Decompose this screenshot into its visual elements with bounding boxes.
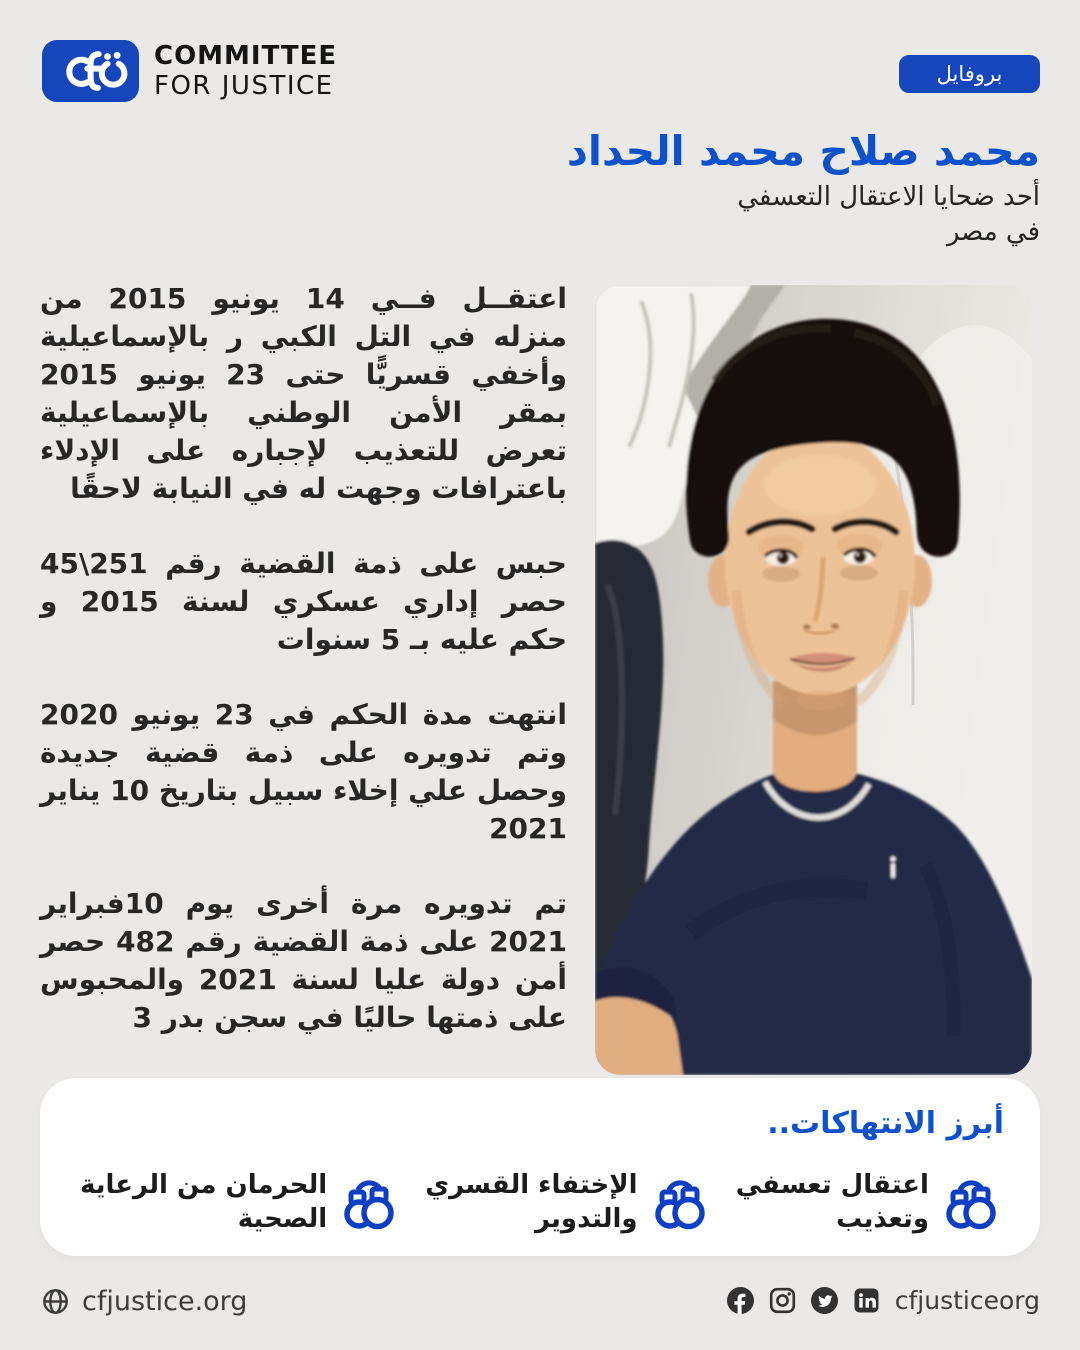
violations-card xyxy=(40,1078,1040,1256)
victim-subtitle-line2: في مصر xyxy=(946,217,1040,247)
victim-photo xyxy=(595,285,1032,1075)
violation-label-line2: وتعذيب xyxy=(836,1204,929,1234)
footer-social xyxy=(727,1286,1040,1315)
violations-list xyxy=(80,1168,998,1236)
bio-paragraph-arrest: اعتقــل فــي 14 يونيو 2015 من منزله في التل الكبي ر بالإسماعيلية وأخفي قسريًّا حتى 23 يونيو 2015 بمقر الأمن الوطني بالإسماعيلية تعرض للتعذيب لإجباره على الإدلاء باعترافات وجهت له في النيابة لاحقًا xyxy=(40,282,567,505)
cfj-logo-mark xyxy=(52,46,130,96)
twitter-icon[interactable] xyxy=(811,1287,838,1314)
profile-type-badge: بروفايل xyxy=(899,55,1040,93)
victim-subtitle-line1: أحد ضحايا الاعتقال التعسفي xyxy=(737,182,1040,212)
cfj-logo-icon xyxy=(42,40,139,102)
violation-label-line2: الصحية xyxy=(237,1204,328,1234)
violation-label xyxy=(736,1168,929,1236)
handcuffs-icon xyxy=(942,1174,998,1230)
violations-heading: أبرز الانتهاكات.. xyxy=(767,1106,1004,1141)
violation-label-line1: اعتقال تعسفي xyxy=(735,1170,929,1200)
bio-paragraph-case: حبس على ذمة القضية رقم 251\45 حصر إداري عسكري لسنة 2015 و حكم عليه بـ 5 سنوات xyxy=(40,547,567,656)
org-name-line1: COMMITTEE xyxy=(154,41,338,71)
violation-label xyxy=(425,1168,637,1236)
violation-item-denied-healthcare xyxy=(80,1168,396,1236)
violation-label-line2: والتدوير xyxy=(534,1204,638,1234)
bio-paragraph-sentence-end: انتهت مدة الحكم في 23 يونيو 2020 وتم تدويره على ذمة قضية جديدة وحصل علي إخلاء سبيل بتاريخ 10 يناير 2021 xyxy=(40,698,568,845)
violation-label-line1: الحرمان من الرعاية xyxy=(80,1170,328,1200)
globe-icon xyxy=(42,1288,69,1315)
facebook-icon[interactable] xyxy=(727,1287,754,1314)
violation-item-enforced-disappearance xyxy=(425,1168,706,1236)
handcuffs-icon xyxy=(651,1174,707,1230)
instagram-icon[interactable] xyxy=(769,1287,796,1314)
org-name xyxy=(154,41,337,101)
violation-label-line1: الإختفاء القسري xyxy=(425,1170,638,1200)
victim-name: محمد صلاح محمد الحداد xyxy=(566,127,1040,175)
cfj-logo-block xyxy=(42,40,337,102)
handcuffs-icon xyxy=(340,1174,396,1230)
bio-paragraph-recycle: تم تدويره مرة أخرى يوم 10فبراير 2021 على ذمة القضية رقم 482 حصر أمن دولة عليا لسنة 2021 والمحبوس على ذمتها حاليًا في سجن بدر 3 xyxy=(40,887,568,1034)
violation-label xyxy=(80,1168,327,1236)
website-url[interactable]: cfjustice.org xyxy=(82,1286,248,1317)
org-name-line2: FOR JUSTICE xyxy=(154,71,334,101)
social-handle[interactable]: cfjusticeorg xyxy=(894,1286,1040,1315)
victim-photo-illustration xyxy=(595,285,1032,1075)
bio-text xyxy=(40,280,567,1074)
footer-website xyxy=(42,1286,247,1317)
profile-header xyxy=(567,126,1040,250)
linkedin-icon[interactable] xyxy=(853,1287,880,1314)
violation-item-arbitrary-arrest xyxy=(736,1168,998,1236)
victim-subtitle xyxy=(567,180,1040,250)
